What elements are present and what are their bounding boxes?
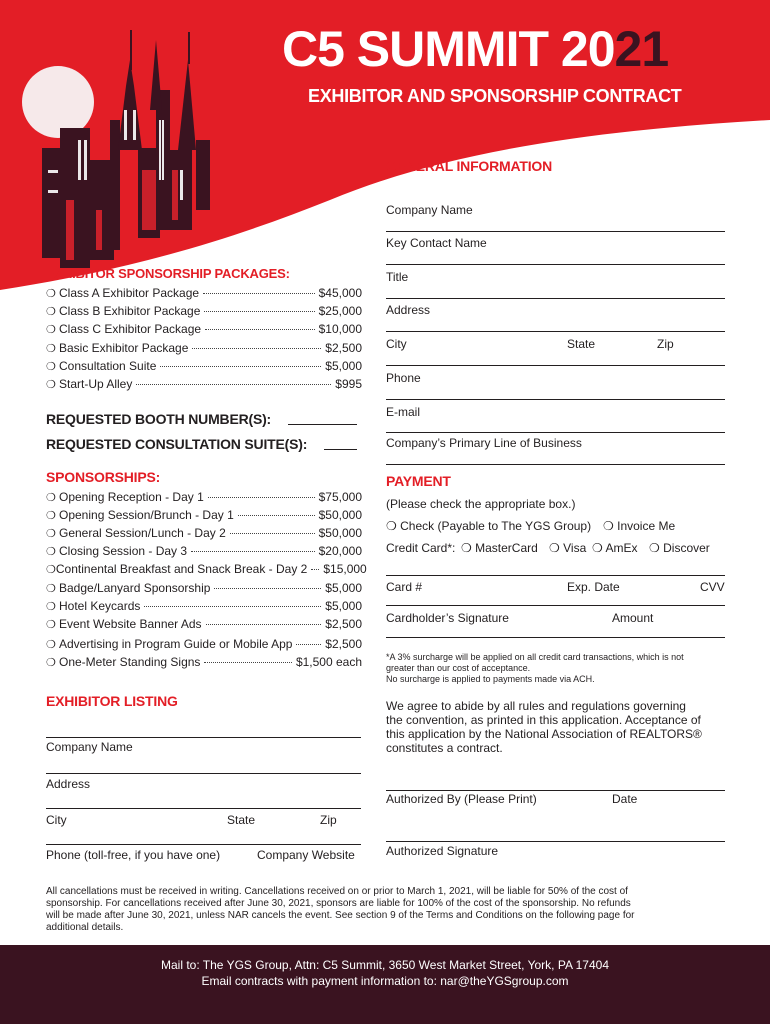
radio-circle-icon[interactable]: ❍ xyxy=(46,324,56,337)
email-label: E-mail xyxy=(386,405,421,419)
package-option[interactable] xyxy=(46,322,362,336)
header-banner xyxy=(0,0,770,290)
discover-option[interactable]: ❍ Discover xyxy=(649,541,710,555)
package-option-label: Start-Up Alley xyxy=(59,377,133,391)
dot-leader xyxy=(192,348,321,349)
authorized-by-field[interactable] xyxy=(386,790,725,791)
listing-phone-label: Phone (toll-free, if you have one) xyxy=(46,848,221,862)
radio-circle-icon[interactable]: ❍ xyxy=(649,541,660,555)
radio-circle-icon[interactable]: ❍ xyxy=(461,541,472,555)
dot-leader xyxy=(206,624,322,625)
surcharge-note: *A 3% surcharge will be applied on all credit card transactions, which is not greater than our cost of acceptance. No surcharge is applied to payments made via ACH. xyxy=(386,652,684,684)
sponsorship-option-price: $15,000 xyxy=(323,562,367,577)
date-label: Date xyxy=(612,792,638,806)
sponsorship-option[interactable] xyxy=(46,526,362,540)
sponsorship-option-label: Opening Reception - Day 1 xyxy=(59,490,204,504)
radio-circle-icon[interactable]: ❍ xyxy=(46,510,56,523)
package-option-price: $45,000 xyxy=(318,286,362,300)
amount-label: Amount xyxy=(612,611,654,625)
dot-leader xyxy=(160,366,321,367)
package-option[interactable] xyxy=(46,359,362,373)
key-contact-field[interactable] xyxy=(386,264,725,265)
sponsorship-option-label: Closing Session - Day 3 xyxy=(59,544,188,559)
sponsorship-option-label: Badge/Lanyard Sponsorship xyxy=(59,580,211,595)
package-option[interactable] xyxy=(46,286,362,300)
booth-number-label: REQUESTED BOOTH NUMBER(S): xyxy=(46,411,272,427)
radio-circle-icon[interactable]: ❍ xyxy=(46,657,56,670)
sponsorship-option[interactable] xyxy=(46,562,367,577)
dot-leader xyxy=(311,569,319,570)
listing-city-label: City xyxy=(46,813,67,827)
package-option-price: $10,000 xyxy=(318,322,362,337)
radio-circle-icon[interactable]: ❍ xyxy=(46,582,56,595)
email-field[interactable] xyxy=(386,432,725,433)
event-title: C5 SUMMIT 2021 xyxy=(282,21,669,77)
payment-heading: PAYMENT xyxy=(386,473,451,489)
radio-circle-icon[interactable]: ❍ xyxy=(46,639,56,652)
dot-leader xyxy=(208,497,315,498)
sponsorship-option-price: $5,000 xyxy=(325,598,362,613)
company-name-label: Company Name xyxy=(386,203,473,217)
package-option-label: Class B Exhibitor Package xyxy=(59,304,201,319)
dot-leader xyxy=(296,644,321,645)
authorized-signature-field[interactable] xyxy=(386,841,725,842)
dot-leader xyxy=(238,515,315,516)
primary-business-field[interactable] xyxy=(386,464,725,465)
sponsorship-option-label: Hotel Keycards xyxy=(59,598,141,613)
package-option-label: Class C Exhibitor Package xyxy=(59,322,202,337)
sponsorship-option-price: $20,000 xyxy=(318,544,362,559)
phone-field[interactable] xyxy=(386,399,725,400)
listing-city-field[interactable] xyxy=(46,808,361,809)
package-option[interactable] xyxy=(46,341,362,355)
cardholder-signature-label: Cardholder’s Signature xyxy=(386,611,509,625)
package-option-label: Basic Exhibitor Package xyxy=(59,340,189,355)
listing-company-field[interactable] xyxy=(46,737,361,738)
listing-website-label: Company Website xyxy=(257,848,355,862)
sponsorship-option-price: $5,000 xyxy=(325,580,362,595)
radio-circle-icon[interactable]: ❍ xyxy=(592,541,603,555)
listing-company-label: Company Name xyxy=(46,740,133,754)
sponsorship-option-label: Continental Breakfast and Snack Break - Day 2 xyxy=(55,562,308,577)
radio-circle-icon[interactable]: ❍ xyxy=(46,564,56,577)
email-contact[interactable]: Email contracts with payment information to: nar@theYGSgroup.com xyxy=(201,974,569,988)
card-number-label: Card # xyxy=(386,580,423,594)
visa-option[interactable]: ❍ Visa xyxy=(549,541,587,555)
listing-address-label: Address xyxy=(46,777,91,791)
dot-leader xyxy=(204,311,314,312)
package-option-price: $995 xyxy=(335,377,362,391)
dot-leader xyxy=(144,606,321,607)
sponsorship-option-price: $1,500 each xyxy=(295,655,362,670)
sponsorship-option[interactable] xyxy=(46,544,362,558)
address-field[interactable] xyxy=(386,331,725,332)
sponsorship-option[interactable] xyxy=(46,508,362,522)
sponsorship-option-price: $50,000 xyxy=(318,508,362,523)
radio-circle-icon[interactable]: ❍ xyxy=(46,379,56,391)
dot-leader xyxy=(191,551,315,552)
sponsorship-option-label: Advertising in Program Guide or Mobile App xyxy=(59,637,293,652)
sponsorship-option[interactable] xyxy=(46,581,362,595)
card-number-field[interactable] xyxy=(386,605,725,606)
amex-option[interactable]: ❍ AmEx xyxy=(592,541,638,555)
radio-circle-icon[interactable]: ❍ xyxy=(46,546,56,559)
mastercard-option[interactable]: ❍ MasterCard xyxy=(461,541,538,555)
radio-circle-icon[interactable]: ❍ xyxy=(46,492,56,504)
radio-circle-icon[interactable]: ❍ xyxy=(603,519,614,533)
title-field[interactable] xyxy=(386,298,725,299)
listing-zip-label: Zip xyxy=(320,813,337,827)
dot-leader xyxy=(203,293,315,294)
package-option-price: $5,000 xyxy=(325,358,362,373)
cardholder-signature-field[interactable] xyxy=(386,637,725,638)
radio-circle-icon[interactable]: ❍ xyxy=(46,528,56,541)
radio-circle-icon[interactable]: ❍ xyxy=(46,342,56,355)
sponsorship-option[interactable] xyxy=(46,490,362,504)
dot-leader xyxy=(214,588,321,589)
general-info-heading: GENERAL INFORMATION xyxy=(386,158,553,174)
sponsorship-option-price: $75,000 xyxy=(318,490,362,504)
title-label: Title xyxy=(386,270,409,284)
sponsorship-option-label: Opening Session/Brunch - Day 1 xyxy=(59,508,234,523)
consultation-suite-field[interactable] xyxy=(324,449,357,450)
footer-bar xyxy=(0,945,770,1024)
credit-card-label: Credit Card*: xyxy=(386,541,456,555)
authorized-by-label: Authorized By (Please Print) xyxy=(386,792,537,806)
dot-leader xyxy=(205,329,315,330)
listing-address-field[interactable] xyxy=(46,773,361,774)
sponsorship-option-price: $2,500 xyxy=(325,616,362,631)
sponsorship-option-price: $2,500 xyxy=(325,637,362,652)
company-name-field[interactable] xyxy=(386,231,725,232)
zip-label: Zip xyxy=(657,337,674,351)
listing-state-label: State xyxy=(227,813,256,827)
primary-business-label: Company’s Primary Line of Business xyxy=(386,436,582,450)
mail-address: Mail to: The YGS Group, Attn: C5 Summit, 3650 West Market Street, York, PA 17404 xyxy=(160,958,609,972)
radio-circle-icon[interactable]: ❍ xyxy=(46,618,56,631)
radio-circle-icon[interactable]: ❍ xyxy=(46,360,56,373)
radio-circle-icon[interactable]: ❍ xyxy=(46,306,56,319)
dot-leader xyxy=(230,533,315,534)
agreement-text: We agree to abide by all rules and regulations governing the convention, as printed in this application. Acceptance of this application by the National Association of REALTORS® constitutes a contract. xyxy=(386,699,702,755)
package-option[interactable] xyxy=(46,304,362,318)
phone-label: Phone xyxy=(386,371,421,385)
sponsorships-heading: SPONSORSHIPS: xyxy=(46,469,161,485)
radio-circle-icon[interactable]: ❍ xyxy=(46,600,56,613)
authorized-signature-label: Authorized Signature xyxy=(386,844,499,858)
sponsorship-option-label: Event Website Banner Ads xyxy=(59,616,202,631)
package-option-label: Class A Exhibitor Package xyxy=(59,286,200,300)
city-state-zip-field[interactable] xyxy=(386,365,725,366)
package-option-price: $2,500 xyxy=(325,340,362,355)
exp-date-label: Exp. Date xyxy=(567,580,620,594)
credit-card-field[interactable] xyxy=(386,575,725,576)
packages-heading: EXHIBITOR SPONSORSHIP PACKAGES: xyxy=(46,266,290,281)
city-label: City xyxy=(386,337,407,351)
radio-circle-icon[interactable]: ❍ xyxy=(549,541,560,555)
sponsorship-option[interactable] xyxy=(46,655,362,669)
package-option-price: $25,000 xyxy=(318,304,362,319)
cancellation-policy: All cancellations must be received in writing. Cancellations received on or prior to March 1, 2021, will be liable for 50% of the cost of sponsorship. For cancellations received after June 30, 2021, sponsors are liable for 100% of the cost of the sponsorship. No refunds will be made after June 30, 2021, unless NAR cancels the event. See section 9 of the Terms and Conditions on the following page for additional details. xyxy=(46,886,635,933)
radio-circle-icon[interactable]: ❍ xyxy=(386,519,397,533)
radio-circle-icon[interactable]: ❍ xyxy=(46,288,56,300)
key-contact-label: Key Contact Name xyxy=(386,236,487,250)
contract-subtitle: EXHIBITOR AND SPONSORSHIP CONTRACT xyxy=(308,86,682,106)
sponsorship-option-price: $50,000 xyxy=(318,526,362,541)
package-option-label: Consultation Suite xyxy=(59,358,157,373)
invoice-option[interactable]: ❍ Invoice Me xyxy=(603,519,676,533)
consultation-suite-label: REQUESTED CONSULTATION SUITE(S): xyxy=(46,436,308,452)
booth-number-field[interactable] xyxy=(288,424,357,425)
sponsorship-option-label: One-Meter Standing Signs xyxy=(59,655,201,670)
address-label: Address xyxy=(386,303,431,317)
sponsorship-option[interactable] xyxy=(46,599,362,613)
cvv-label: CVV xyxy=(700,580,725,594)
sponsorship-option-label: General Session/Lunch - Day 2 xyxy=(59,526,226,541)
sponsorship-option[interactable] xyxy=(46,617,362,631)
listing-phone-field[interactable] xyxy=(46,844,361,845)
dot-leader xyxy=(136,384,331,385)
sponsorship-option[interactable] xyxy=(46,637,362,651)
exhibitor-listing-heading: EXHIBITOR LISTING xyxy=(46,693,178,709)
state-label: State xyxy=(567,337,596,351)
package-option[interactable] xyxy=(46,377,362,391)
dot-leader xyxy=(204,662,292,663)
check-option[interactable]: ❍ Check (Payable to The YGS Group) xyxy=(386,519,592,533)
payment-instruction: (Please check the appropriate box.) xyxy=(386,497,576,511)
